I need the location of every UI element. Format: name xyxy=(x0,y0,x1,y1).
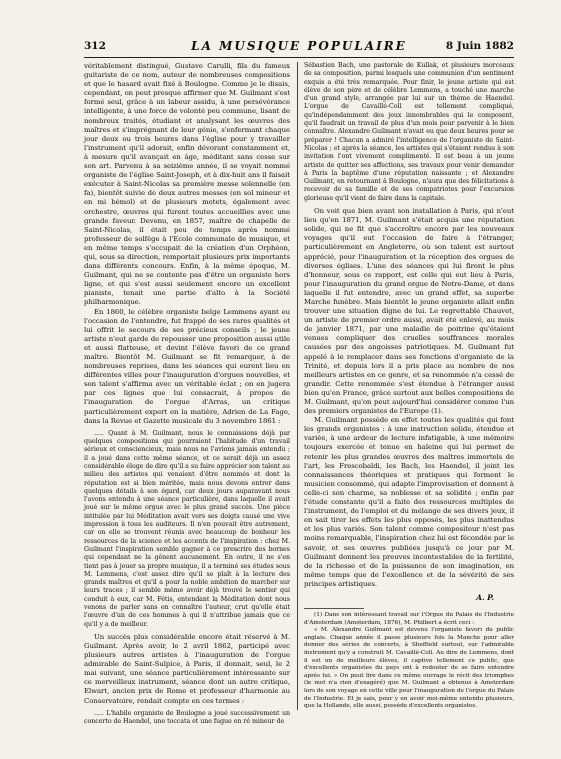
paragraph: En 1860, le célèbre organiste belge Lemmens ayant eu l'occasion de l'entendre, fut frappé de ses rares qualités et lui offrit le secours de ses précieux conseils ; le jeune artiste n'eut garde de repousser une proposition aussi utile et aussi flatteuse, et devint l'élève favori de ce grand maître. Bientôt M. Guilmant se fit remarquer, à de nombreuses reprises, dans les séances qui eurent lieu en différentes villes pour l'inauguration d'orgues nouvelles, et son talent s'affirma avec un véritable éclat ; on en jugera par ces lignes que lui consacrait, à propos de l'inauguration de l'orgue d'Arras, un critique particulièrement expert en la matière, Adrien de La Fage, dans la Revue et Gazette musicale du 3 novembre 1861 : xyxy=(84,307,290,425)
page-header xyxy=(84,40,514,54)
header-rule xyxy=(84,57,514,58)
quotation: Sébastien Bach, une pastorale de Kullak, et plusieurs morceaux de sa composition, parmi lesquels une communion d'un sentiment exquis a été très remarquée. Pour finir, le jeune artiste qui est élève de son père et de célèbre Lemmens, a touché une marche d'un grand style, arrangée par lui sur un thème de Haendel. L'orgue de Cavaillé-Coll est tellement compliqué, qu'indépendamment des jeux innombrables qui le composent, qu'il faudrait un travail de plus d'un mois pour parvenir à le bien connaître. Alexandre Guilmant n'avait eu que deux heures pour se préparer ! Chacun a admiré l'intelligence de l'organiste de Saint-Nicolas ; et après la séance, les artistes qui s'étaient rendus à son invitation l'ont vivement complimenté. Il est beau à un jeune artiste de quitter ses affections, ses travaux pour venir demander à Paris la baptême d'une réputation naissante ; et Alexandre Guilmant, en retournant à Boulogne, n'aura que des félicitations à recevoir de sa famille et de ses compatriotes pour l'excursion glorieuse qu'il vient de faire dans la capitale. xyxy=(304,62,514,202)
quotation: ..... Quant à M. Guilmant, nous le connaissions déjà par quelques compositions qui pourraient l'habitude d'un travail sérieux et consciencieux, mais nous ne l'avions jamais entendu ; il a joué dans cette même séance, et ce serait déjà un assez considérable éloge de dire qu'il a su faire apprécier son talent au milieu des artistes qui venaient d'être nommés et dont la réputation est si bien méritée, mais nous devons entrer dans quelques détails à son égard, car deux jours auparavant nous l'avons entendu à une séance particulière, dans laquelle il avait joué sur le même orgue avec le plus grand succès. Une pièce intitulée par lui Méditation avait vers ses doigts causé une vive impression à tous les auditeurs. Il n'en pouvait être autrement, car on elle se trouvent réunis avec beaucoup de bonheur les ressources de la science et les accents de l'inspiration : chez M. Guilmant l'inspiration semble gagner à ce prescrire des bornes qui cependant ne la gênent aucunement. En outre, il ne s'en tient pas à jouer sa propre musique, il a terminé ses études sous M. Lemmens, c'est assez dire qu'il se plaît à la lecture des grands maîtres et qu'il a pour la noble ambition de marcher sur leurs traces ; il semble même avoir déjà trouvé le sentier qui conduit à eux, car M. Fétis, entendant la Méditation dont nous venons de parler sans en connaître l'auteur, crut qu'elle était l'œuvre d'un de ces hommes à qui il n'attribue jamais que ce qu'il y a de meilleur. xyxy=(84,429,290,628)
footnote: (1) Dans son intéressant travail sur l'Orgue du Palais de l'Industrie d'Amsterdam (Amsterdam, 1876), M. Philbert a écrit ceci : xyxy=(304,612,514,626)
footnote: « M. Alexandre Guilmant est devenu l'organiste favori du public anglais. Chaque année il passe plusieurs fois la Manche pour aller donner des séries de concerts, à Sheffield surtout, sur l'admirable instrument qu'y a construit M. Cavaillé-Coll. Au dire de Lemmens, dont il est un de meilleurs élèves, il captive tellement ce public, que d'excellents organistes du pays ont à redouter de se faire entendre après lui. » On peut lire dans ce même ouvrage le récit des triomphes (le mot n'a rien d'exagéré) que M. Guilmant a obtenus à Amsterdam lors de son voyage en cette ville pour l'inauguration de l'orgue du Palais de l'Industrie. Et je sais, pour y en avoir moi-même entendu plusieurs, que la Hollande, elle aussi, possède d'excellents organistes. xyxy=(304,627,514,710)
paragraph: On voit que bien avant son installation à Paris, qui n'eut lieu qu'en 1871, M. Guilmant s'était acquis une réputation solide, qui ne fit que s'accroître encore par les nouveaux voyages qu'il eut l'occasion de faire à l'étranger, particulièrement en Angleterre, où son talent est surtout apprécié, pour l'inauguration et la réception des orgues de diverses églises. L'une des séances qui lui firent le plus d'honneur, sous ce rapport, est celle qui eut lieu à Paris, pour l'inauguration du grand orgue de Notre-Dame, et dans laquelle il fut entendre, avec un grand effet, sa superbe Marche funèbre. Mais bientôt le jeune organiste allait enfin trouver une situation digne de lui. Le regrettable Chauvet, un artiste de premier ordre aussi, avait été enlevé, au mois de janvier 1871, par une maladie de poitrine qu'étaient venues compliquer des cruelles souffrances morales causées par des angoisses patriotiques. M. Guilmant fut appelé à le remplacer dans ses fonctions d'organiste de la Trinité, et depuis lors il a pris place au nombre de nos meilleurs artistes en ce genre, et sa renommée n'a cessé de grandir. Cette renommée s'est étendue à l'étranger aussi bien qu'en France, grâce surtout aux belles compositions de M. Guilmant, qu'on peut aujourd'hui considérer comme l'un des premiers organistes de l'Europe (1). xyxy=(304,207,514,416)
paragraph: M. Guilmant possède en effet toutes les qualités qui font les grands organistes : à une instruction solide, étendue et variée, à une ardeur de lecture infatigable, à une mémoire toujours exercée et tenue en haleine qui lui permet de retenir les plus grandes œuvres des maîtres immortels de l'art, les Frescobaldi, les Bach, les Haendel, il joint les connaissances théoriques et pratiques qui forment le musicien consommé, qui adapte l'improvisation et donnent à celle-ci son charme, sa noblesse et sa solidité ; enfin par l'étude constante qu'il a faite des ressources multiples de l'instrument, de l'emploi et du mélange de ses divers jeux, il en sait tirer les effets les plus opposés, les plus inattendus et les plus variés. Son talent comme compositeur n'est pas moins remarquable, l'inspiration chez lui est fécondée par le savoir, et ses œuvres publiées jusqu'à ce jour par M. Guilmant donnent les preuves incontestables de la fertilité, de la richesse et de la puissance de son imagination, en même temps que de l'excellence et de la sévérité de ses principes artistiques. xyxy=(304,416,514,588)
column-divider xyxy=(297,62,298,710)
issue-date: 8 Juin 1882 xyxy=(445,40,514,52)
paragraph: Un succès plus considérable encore était réservé à M. Guilmant. Après avoir, le 2 avril 1862, participé avec plusieurs autres artistes à l'inauguration de l'orgue admirable de Saint-Sulpice, à Paris, il donnait, seul, le 2 mai suivant, une séance particulièrement intéressante sur ce merveilleux instrument, séance dont un autre critique, Elwart, ancien prix de Rome et professeur d'harmonie au Conservatoire, rendait compte en ces termes : xyxy=(84,632,290,705)
page-number: 312 xyxy=(84,40,106,52)
footnote-rule xyxy=(304,608,364,609)
right-column xyxy=(304,62,514,711)
left-column xyxy=(84,62,290,726)
journal-title: LA MUSIQUE POPULAIRE xyxy=(191,39,407,53)
signature: A. P. xyxy=(476,592,494,602)
paragraph: véritablement distingué, Gustave Carulli, fils du fameux guitariste de ce nom, auteur de nombreuses compositions et que le hasard avait fixé à Boulogne. Comme je le disais, cependant, on peut presque affirmer que M. Guilmant s'est formé seul, grâce à un labeur assidu, à une persévérance intelligente, à une force de volonté peu commune, lisant de nombreux traités, étudiant et analysant les œuvres des maîtres et s'imprégnant de leur génie, s'enfermant chaque jour deux ou trois heures dans l'église pour y travailler l'instrument qu'il adorait, enfin dévorant constamment et, à mesure qu'il avançait en âge, méditant sans cesse sur son art. Parvenu à sa seizième année, il se voyait nommé organiste de l'église Saint-Joseph, et à dix-huit ans il faisait exécuter à Saint-Nicolas sa première messe solennelle (en fa), bientôt suivie de deux autres messes (en sol mineur et en mi bémol) et de plusieurs motets, également avec orchestre, œuvres qui furent toutes accueillies avec une grande faveur. Devenu, en 1857, maître de chapelle de Saint-Nicolas, il était peu de temps après nommé professeur de solfège à l'Ecole communale de musique, et en même temps s'occupait de la création d'un Orphéon, qui, sous sa direction, remportait plusieurs prix importants dans différents concours. Enfin, à la même époque, M. Guilmant, qui ne se contente pas d'être un organiste hors ligne, et qui s'est aussi seulement encore un excellent pianiste, tenait une partie d'alto à la Société philharmonique. xyxy=(84,62,290,307)
quotation: ..... L'habile organiste de Boulogne a joué successivement un concerto de Haendel, une toccata et une fugue en ré mineur de xyxy=(84,709,290,725)
